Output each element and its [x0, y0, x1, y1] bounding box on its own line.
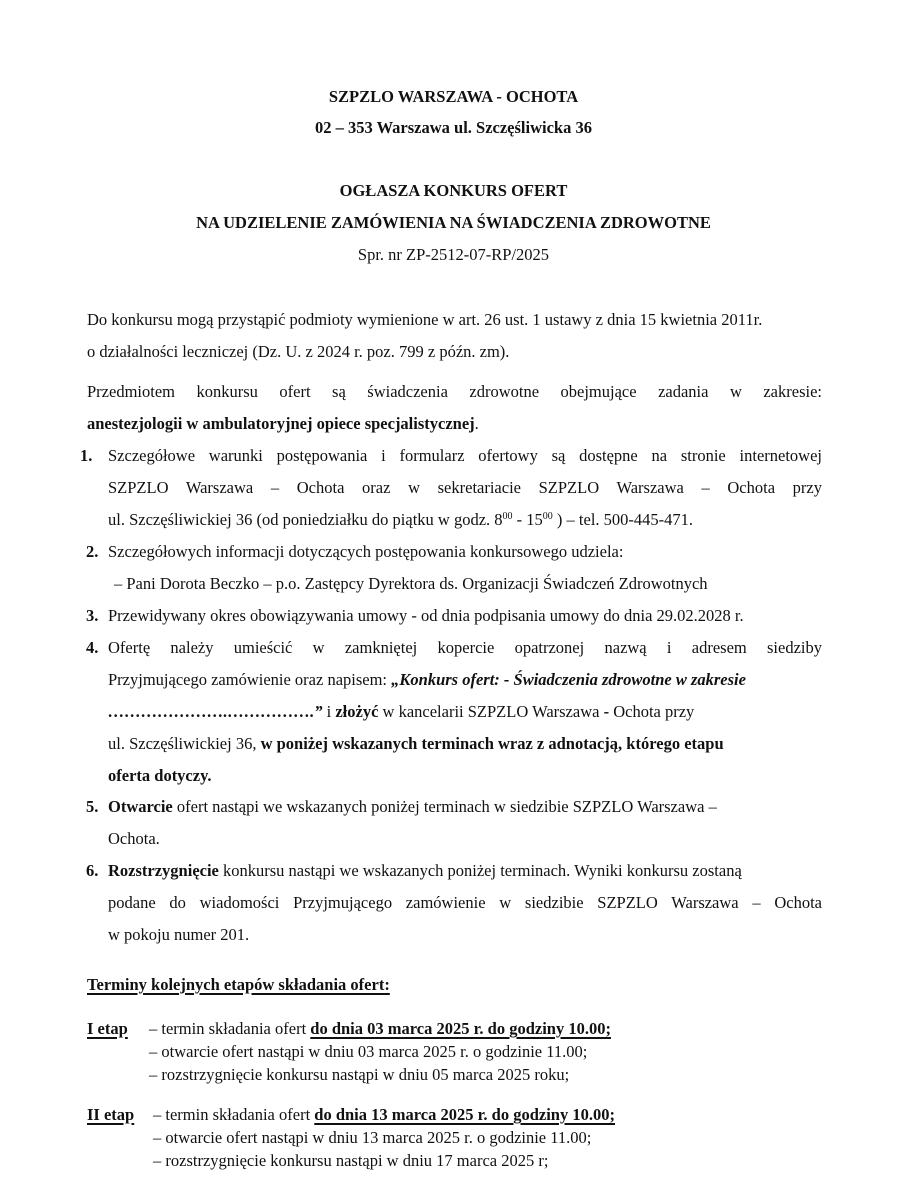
envelope-label: „Konkurs ofert: - Świadczenia zdrowotne w zakresie: [391, 670, 746, 689]
intro-line-2: o działalności leczniczej (Dz. U. z 2024 r. poz. 799 z późn. zm).: [87, 342, 510, 361]
item-4-line-5: oferta dotyczy.: [108, 766, 212, 785]
item-1-line-1: Szczegółowe warunki postępowania i formularz ofertowy są dostępne na stronie internetowej: [108, 446, 822, 465]
item-number: 4.: [86, 638, 99, 657]
stage-1-label: I etap: [87, 1019, 128, 1038]
stage-2-label: II etap: [87, 1105, 135, 1124]
item-4-line-1: Ofertę należy umieścić w zamkniętej kopercie opatrzonej nazwą i adresem siedziby: [108, 638, 822, 657]
stage-1-opening: – otwarcie ofert nastąpi w dniu 03 marca 2025 r. o godzinie 11.00;: [149, 1042, 588, 1061]
item-5-line-2: Ochota.: [108, 829, 160, 848]
item-4-line-2: Przyjmującego zamówienie oraz napisem: „Konkurs ofert: - Świadczenia zdrowotne w zakresie: [108, 670, 746, 689]
announcement-title: OGŁASZA KONKURS OFERT: [339, 181, 568, 200]
item-number: 1.: [80, 446, 93, 465]
item-2-contact-person: – Pani Dorota Beczko – p.o. Zastępcy Dyrektora ds. Organizacji Świadczeń Zdrowotnych: [114, 574, 708, 593]
phone-number: ) – tel. 500-445-471.: [552, 510, 694, 529]
item-number: 2.: [86, 542, 99, 561]
item-6-line-2: podane do wiadomości Przyjmującego zamówienie w siedzibie SZPZLO Warszawa – Ochota: [108, 893, 822, 912]
item-1-line-3: ul. Szczęśliwickiej 36 (od poniedziałku do piątku w godz. $8^{00} - 15^{00}$ ) – tel. 500-445-471.: [108, 510, 694, 529]
item-number: 5.: [86, 797, 99, 816]
item-4-line-3: ………………….…………….” i złożyć w kancelarii SZPZLO Warszawa - Ochota przy: [108, 702, 695, 721]
item-4-line-4: ul. Szczęśliwickiej 36, w poniżej wskazanych terminach wraz z adnotacją, którego etapu: [108, 734, 724, 753]
stage-1-resolution: – rozstrzygnięcie konkursu nastąpi w dniu 05 marca 2025 roku;: [149, 1065, 570, 1084]
intro-line-1: Do konkursu mogą przystąpić podmioty wymienione w art. 26 ust. 1 ustawy z dnia 15 kwietnia 2011r.: [87, 310, 763, 329]
item-2-line-1: Szczegółowych informacji dotyczących postępowania konkursowego udziela:: [108, 542, 624, 561]
item-number: 6.: [86, 861, 99, 880]
schedule-heading: Terminy kolejnych etapów składania ofert:: [87, 975, 390, 994]
item-1-line-2: SZPZLO Warszawa – Ochota oraz w sekretariacie SZPZLO Warszawa – Ochota przy: [108, 478, 822, 497]
org-address: 02 – 353 Warszawa ul. Szczęśliwicka 36: [315, 118, 592, 137]
case-number: Spr. nr ZP-2512-07-RP/2025: [357, 245, 550, 264]
subject-line-2: anestezjologii w ambulatoryjnej opiece specjalistycznej.: [87, 414, 479, 433]
subject-line-1: Przedmiotem konkursu ofert są świadczenia zdrowotne obejmujące zadania w zakresie:: [87, 382, 822, 401]
org-name: SZPZLO WARSZAWA - OCHOTA: [328, 87, 579, 106]
item-6-line-3: w pokoju numer 201.: [108, 925, 250, 944]
stage-2-deadline: – termin składania ofert do dnia 13 marca 2025 r. do godziny 10.00;: [153, 1105, 615, 1124]
subject-specialty: anestezjologii w ambulatoryjnej opiece specjalistycznej: [87, 414, 475, 433]
item-5-line-1: Otwarcie ofert nastąpi we wskazanych poniżej terminach w siedzibie SZPZLO Warszawa –: [108, 797, 717, 816]
stage-1-deadline: – termin składania ofert do dnia 03 marca 2025 r. do godziny 10.00;: [149, 1019, 611, 1038]
item-6-line-1: Rozstrzygnięcie konkursu nastąpi we wskazanych poniżej terminach. Wyniki konkursu zostaną: [108, 861, 742, 880]
item-number: 3.: [86, 606, 99, 625]
announcement-subtitle: NA UDZIELENIE ZAMÓWIENIA NA ŚWIADCZENIA ZDROWOTNE: [196, 213, 711, 232]
item-3-line-1: Przewidywany okres obowiązywania umowy - od dnia podpisania umowy do dnia 29.02.2028 r.: [108, 606, 744, 625]
stage-2-opening: – otwarcie ofert nastąpi w dniu 13 marca 2025 r. o godzinie 11.00;: [153, 1128, 592, 1147]
stage-2-resolution: – rozstrzygnięcie konkursu nastąpi w dniu 17 marca 2025 r;: [153, 1151, 549, 1170]
